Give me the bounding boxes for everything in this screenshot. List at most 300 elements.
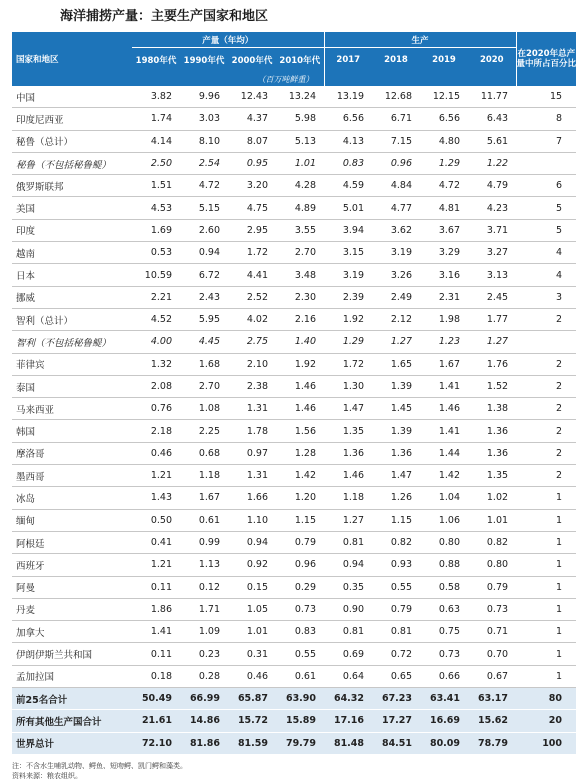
cell-value: 0.99 (180, 531, 228, 553)
cell-country: 孟加拉国 (12, 665, 132, 687)
table-row (12, 375, 576, 397)
cell-value: 2.18 (132, 420, 180, 442)
table-row (12, 643, 576, 665)
cell-pct: 80 (516, 688, 576, 710)
cell-value: 5.61 (468, 130, 516, 152)
table-row (12, 665, 576, 687)
cell-value: 1.40 (276, 331, 324, 353)
cell-pct: 8 (516, 108, 576, 130)
cell-value: 5.01 (324, 197, 372, 219)
cell-value: 78.79 (468, 732, 516, 754)
table-row (12, 509, 576, 531)
cell-country: 印度尼西亚 (12, 108, 132, 130)
cell-pct: 5 (516, 197, 576, 219)
cell-value: 0.83 (276, 621, 324, 643)
cell-country: 前25名合计 (12, 688, 132, 710)
cell-value: 1.47 (372, 465, 420, 487)
cell-value: 1.46 (276, 375, 324, 397)
cell-value: 0.93 (372, 554, 420, 576)
cell-value: 1.92 (276, 353, 324, 375)
cell-value: 15.72 (228, 710, 276, 732)
cell-value: 4.14 (132, 130, 180, 152)
table-row (12, 531, 576, 553)
cell-value: 1.28 (276, 442, 324, 464)
cell-value: 1.27 (372, 331, 420, 353)
cell-value: 0.23 (180, 643, 228, 665)
cell-value: 9.96 (180, 86, 228, 108)
cell-value: 1.26 (372, 487, 420, 509)
cell-value: 1.72 (228, 242, 276, 264)
cell-value: 12.43 (228, 86, 276, 108)
cell-country: 马来西亚 (12, 398, 132, 420)
cell-value: 0.71 (468, 621, 516, 643)
cell-value: 0.29 (276, 576, 324, 598)
cell-pct: 1 (516, 598, 576, 620)
cell-value: 5.98 (276, 108, 324, 130)
cell-pct (516, 152, 576, 174)
cell-value: 5.13 (276, 130, 324, 152)
cell-value: 0.72 (372, 643, 420, 665)
cell-country: 智利（不包括秘鲁鳀） (12, 331, 132, 353)
cell-value: 0.73 (276, 598, 324, 620)
table-row (12, 420, 576, 442)
cell-value: 1.10 (228, 509, 276, 531)
cell-value: 1.36 (468, 442, 516, 464)
cell-value: 2.52 (228, 286, 276, 308)
cell-value: 13.24 (276, 86, 324, 108)
cell-country: 加拿大 (12, 621, 132, 643)
cell-value: 1.67 (420, 353, 468, 375)
cell-value: 6.56 (324, 108, 372, 130)
table-row (12, 264, 576, 286)
cell-value: 50.49 (132, 688, 180, 710)
cell-value: 0.69 (324, 643, 372, 665)
cell-value: 0.15 (228, 576, 276, 598)
cell-value: 0.46 (132, 442, 180, 464)
table-row (12, 442, 576, 464)
header-country: 国家和地区 (12, 32, 132, 86)
cell-value: 63.90 (276, 688, 324, 710)
cell-value: 3.20 (228, 175, 276, 197)
cell-value: 4.41 (228, 264, 276, 286)
cell-value: 1.22 (468, 152, 516, 174)
cell-value: 0.58 (420, 576, 468, 598)
cell-country: 越南 (12, 242, 132, 264)
cell-value: 1.29 (324, 331, 372, 353)
cell-value: 1.92 (324, 308, 372, 330)
cell-pct: 2 (516, 353, 576, 375)
cell-value: 3.19 (324, 264, 372, 286)
cell-value: 4.52 (132, 308, 180, 330)
cell-value: 4.72 (420, 175, 468, 197)
cell-value: 1.42 (276, 465, 324, 487)
cell-value: 17.27 (372, 710, 420, 732)
note-line: 注：不含水生哺乳动物、鳄鱼、短吻鳄、凯门鳄和藻类。 (12, 761, 187, 770)
cell-value: 0.70 (468, 643, 516, 665)
cell-value: 0.63 (420, 598, 468, 620)
header-col: 1980年代 (132, 48, 180, 73)
cell-value: 0.97 (228, 442, 276, 464)
cell-value: 0.65 (372, 665, 420, 687)
header-col: 2020 (468, 48, 516, 73)
cell-value: 63.17 (468, 688, 516, 710)
cell-value: 67.23 (372, 688, 420, 710)
cell-value: 3.19 (372, 242, 420, 264)
cell-value: 4.89 (276, 197, 324, 219)
cell-value: 3.27 (468, 242, 516, 264)
cell-country: 缅甸 (12, 509, 132, 531)
cell-value: 0.96 (372, 152, 420, 174)
table-row (12, 175, 576, 197)
table-row (12, 331, 576, 353)
source-line: 资料来源：粮农组织。 (12, 771, 82, 780)
cell-value: 79.79 (276, 732, 324, 754)
cell-value: 1.41 (420, 420, 468, 442)
production-table (12, 32, 576, 755)
cell-country: 泰国 (12, 375, 132, 397)
cell-value: 12.68 (372, 86, 420, 108)
cell-pct: 1 (516, 509, 576, 531)
header-col: 2019 (420, 48, 468, 73)
cell-value: 0.11 (132, 643, 180, 665)
cell-value: 3.94 (324, 219, 372, 241)
cell-value: 5.15 (180, 197, 228, 219)
cell-value: 3.67 (420, 219, 468, 241)
cell-value: 3.62 (372, 219, 420, 241)
cell-value: 1.02 (468, 487, 516, 509)
cell-value: 1.01 (228, 621, 276, 643)
cell-country: 挪威 (12, 286, 132, 308)
cell-value: 0.67 (468, 665, 516, 687)
cell-value: 1.86 (132, 598, 180, 620)
cell-value: 4.13 (324, 130, 372, 152)
cell-value: 1.39 (372, 420, 420, 442)
cell-value: 0.81 (372, 621, 420, 643)
cell-value: 0.95 (228, 152, 276, 174)
table-row (12, 86, 576, 108)
cell-value: 4.02 (228, 308, 276, 330)
cell-value: 8.07 (228, 130, 276, 152)
table-body (12, 86, 576, 754)
notes (12, 761, 576, 781)
cell-value: 65.87 (228, 688, 276, 710)
header-col: 1990年代 (180, 48, 228, 73)
cell-value: 1.72 (324, 353, 372, 375)
cell-country: 西班牙 (12, 554, 132, 576)
table-row (12, 554, 576, 576)
cell-value: 10.59 (132, 264, 180, 286)
cell-value: 15.89 (276, 710, 324, 732)
cell-pct: 1 (516, 487, 576, 509)
cell-value: 0.64 (324, 665, 372, 687)
table-row (12, 598, 576, 620)
cell-value: 0.83 (324, 152, 372, 174)
table-title: 海洋捕捞产量：主要生产国家和地区 (60, 9, 269, 24)
cell-pct: 1 (516, 643, 576, 665)
header-col: 2018 (372, 48, 420, 73)
cell-value: 1.05 (228, 598, 276, 620)
cell-value: 1.44 (420, 442, 468, 464)
cell-value: 2.31 (420, 286, 468, 308)
cell-pct: 2 (516, 465, 576, 487)
cell-value: 63.41 (420, 688, 468, 710)
table-row (12, 308, 576, 330)
cell-pct: 5 (516, 219, 576, 241)
cell-value: 4.00 (132, 331, 180, 353)
cell-value: 0.94 (180, 242, 228, 264)
cell-pct: 2 (516, 442, 576, 464)
cell-value: 3.48 (276, 264, 324, 286)
cell-country: 阿根廷 (12, 531, 132, 553)
cell-value: 4.75 (228, 197, 276, 219)
cell-pct: 2 (516, 398, 576, 420)
cell-value: 4.80 (420, 130, 468, 152)
cell-value: 0.81 (324, 621, 372, 643)
cell-value: 1.20 (276, 487, 324, 509)
table-row (12, 242, 576, 264)
cell-value: 0.18 (132, 665, 180, 687)
cell-value: 0.28 (180, 665, 228, 687)
cell-value: 2.25 (180, 420, 228, 442)
header-col: 2017 (324, 48, 372, 73)
cell-value: 4.59 (324, 175, 372, 197)
cell-value: 6.43 (468, 108, 516, 130)
cell-value: 3.15 (324, 242, 372, 264)
cell-value: 1.43 (132, 487, 180, 509)
cell-value: 0.80 (468, 554, 516, 576)
cell-pct: 1 (516, 576, 576, 598)
cell-country: 日本 (12, 264, 132, 286)
summary-row (12, 688, 576, 710)
cell-value: 0.79 (468, 576, 516, 598)
cell-value: 1.18 (180, 465, 228, 487)
table-row (12, 398, 576, 420)
header-production: 生产 (324, 32, 516, 48)
cell-country: 摩洛哥 (12, 442, 132, 464)
cell-value: 1.08 (180, 398, 228, 420)
cell-value: 5.95 (180, 308, 228, 330)
cell-country: 中国 (12, 86, 132, 108)
cell-value: 0.79 (276, 531, 324, 553)
cell-value: 0.41 (132, 531, 180, 553)
cell-value: 6.72 (180, 264, 228, 286)
cell-value: 80.09 (420, 732, 468, 754)
cell-value: 2.60 (180, 219, 228, 241)
cell-value: 0.92 (228, 554, 276, 576)
cell-country: 印度 (12, 219, 132, 241)
cell-value: 4.77 (372, 197, 420, 219)
cell-value: 1.27 (324, 509, 372, 531)
table-row (12, 197, 576, 219)
cell-value: 0.11 (132, 576, 180, 598)
cell-value: 4.72 (180, 175, 228, 197)
cell-value: 3.71 (468, 219, 516, 241)
cell-value: 1.46 (276, 398, 324, 420)
cell-value: 0.50 (132, 509, 180, 531)
cell-value: 1.52 (468, 375, 516, 397)
cell-value: 1.35 (324, 420, 372, 442)
header-unit-blank (324, 72, 516, 86)
cell-value: 1.36 (468, 420, 516, 442)
cell-value: 1.13 (180, 554, 228, 576)
cell-value: 4.45 (180, 331, 228, 353)
summary-row (12, 732, 576, 754)
cell-value: 1.68 (180, 353, 228, 375)
cell-value: 1.21 (132, 465, 180, 487)
cell-value: 72.10 (132, 732, 180, 754)
cell-pct: 2 (516, 308, 576, 330)
cell-value: 11.77 (468, 86, 516, 108)
cell-value: 2.30 (276, 286, 324, 308)
cell-pct: 2 (516, 375, 576, 397)
cell-value: 81.86 (180, 732, 228, 754)
header-col: 2000年代 (228, 48, 276, 73)
cell-value: 1.21 (132, 554, 180, 576)
cell-value: 1.66 (228, 487, 276, 509)
cell-value: 1.65 (372, 353, 420, 375)
cell-value: 2.70 (276, 242, 324, 264)
cell-value: 1.30 (324, 375, 372, 397)
cell-value: 1.56 (276, 420, 324, 442)
cell-value: 2.75 (228, 331, 276, 353)
cell-value: 1.01 (468, 509, 516, 531)
cell-value: 0.66 (420, 665, 468, 687)
cell-country: 菲律宾 (12, 353, 132, 375)
cell-value: 1.74 (132, 108, 180, 130)
cell-value: 4.28 (276, 175, 324, 197)
cell-value: 1.39 (372, 375, 420, 397)
cell-value: 2.08 (132, 375, 180, 397)
table-row (12, 353, 576, 375)
cell-value: 84.51 (372, 732, 420, 754)
cell-value: 2.70 (180, 375, 228, 397)
cell-value: 8.10 (180, 130, 228, 152)
cell-value: 0.53 (132, 242, 180, 264)
cell-value: 6.71 (372, 108, 420, 130)
cell-value: 4.81 (420, 197, 468, 219)
cell-pct: 6 (516, 175, 576, 197)
header-unit: （百万吨鲜重） (132, 72, 324, 86)
cell-country: 世界总计 (12, 732, 132, 754)
cell-value: 1.31 (228, 398, 276, 420)
cell-value: 1.69 (132, 219, 180, 241)
cell-value: 0.82 (372, 531, 420, 553)
cell-value: 1.78 (228, 420, 276, 442)
table-row (12, 219, 576, 241)
cell-value: 0.61 (180, 509, 228, 531)
cell-value: 0.79 (372, 598, 420, 620)
cell-value: 2.12 (372, 308, 420, 330)
cell-value: 1.38 (468, 398, 516, 420)
cell-country: 丹麦 (12, 598, 132, 620)
header-col: 2010年代 (276, 48, 324, 73)
cell-value: 0.81 (324, 531, 372, 553)
cell-pct: 1 (516, 665, 576, 687)
cell-value: 1.32 (132, 353, 180, 375)
cell-value: 0.94 (324, 554, 372, 576)
cell-value: 0.35 (324, 576, 372, 598)
cell-value: 66.99 (180, 688, 228, 710)
cell-pct: 7 (516, 130, 576, 152)
cell-value: 1.06 (420, 509, 468, 531)
cell-value: 0.73 (468, 598, 516, 620)
cell-value: 0.46 (228, 665, 276, 687)
cell-value: 0.75 (420, 621, 468, 643)
table-row (12, 487, 576, 509)
cell-country: 秘鲁（不包括秘鲁鳀） (12, 152, 132, 174)
table-row (12, 576, 576, 598)
cell-value: 3.82 (132, 86, 180, 108)
cell-value: 1.42 (420, 465, 468, 487)
cell-value: 0.96 (276, 554, 324, 576)
cell-value: 1.67 (180, 487, 228, 509)
cell-value: 14.86 (180, 710, 228, 732)
cell-country: 冰岛 (12, 487, 132, 509)
cell-country: 伊朗伊斯兰共和国 (12, 643, 132, 665)
cell-value: 3.03 (180, 108, 228, 130)
cell-country: 俄罗斯联邦 (12, 175, 132, 197)
cell-value: 0.55 (372, 576, 420, 598)
table-header (12, 32, 576, 86)
cell-value: 15.62 (468, 710, 516, 732)
cell-value: 2.21 (132, 286, 180, 308)
cell-value: 0.68 (180, 442, 228, 464)
cell-value: 0.76 (132, 398, 180, 420)
header-production-avg: 产量（年均） (132, 32, 324, 48)
cell-value: 1.15 (372, 509, 420, 531)
cell-pct: 1 (516, 554, 576, 576)
cell-country: 墨西哥 (12, 465, 132, 487)
cell-pct: 15 (516, 86, 576, 108)
cell-value: 1.47 (324, 398, 372, 420)
cell-pct: 2 (516, 420, 576, 442)
cell-value: 1.18 (324, 487, 372, 509)
table-row (12, 286, 576, 308)
cell-value: 1.77 (468, 308, 516, 330)
cell-country: 美国 (12, 197, 132, 219)
cell-value: 3.16 (420, 264, 468, 286)
cell-value: 0.73 (420, 643, 468, 665)
cell-value: 0.61 (276, 665, 324, 687)
cell-value: 0.88 (420, 554, 468, 576)
cell-value: 1.23 (420, 331, 468, 353)
cell-country: 智利（总计） (12, 308, 132, 330)
cell-value: 21.61 (132, 710, 180, 732)
cell-value: 3.26 (372, 264, 420, 286)
cell-value: 1.41 (420, 375, 468, 397)
cell-value: 1.76 (468, 353, 516, 375)
cell-value: 2.54 (180, 152, 228, 174)
cell-value: 7.15 (372, 130, 420, 152)
cell-value: 4.53 (132, 197, 180, 219)
cell-value: 0.55 (276, 643, 324, 665)
cell-pct: 1 (516, 531, 576, 553)
cell-value: 16.69 (420, 710, 468, 732)
cell-value: 1.27 (468, 331, 516, 353)
cell-value: 2.10 (228, 353, 276, 375)
cell-value: 2.43 (180, 286, 228, 308)
cell-value: 3.13 (468, 264, 516, 286)
cell-value: 4.23 (468, 197, 516, 219)
cell-value: 2.45 (468, 286, 516, 308)
cell-country: 阿曼 (12, 576, 132, 598)
cell-value: 13.19 (324, 86, 372, 108)
cell-value: 4.79 (468, 175, 516, 197)
cell-country: 韩国 (12, 420, 132, 442)
cell-value: 2.38 (228, 375, 276, 397)
header-pct: 在2020年总产量中所占百分比 (516, 32, 576, 86)
cell-pct: 20 (516, 710, 576, 732)
